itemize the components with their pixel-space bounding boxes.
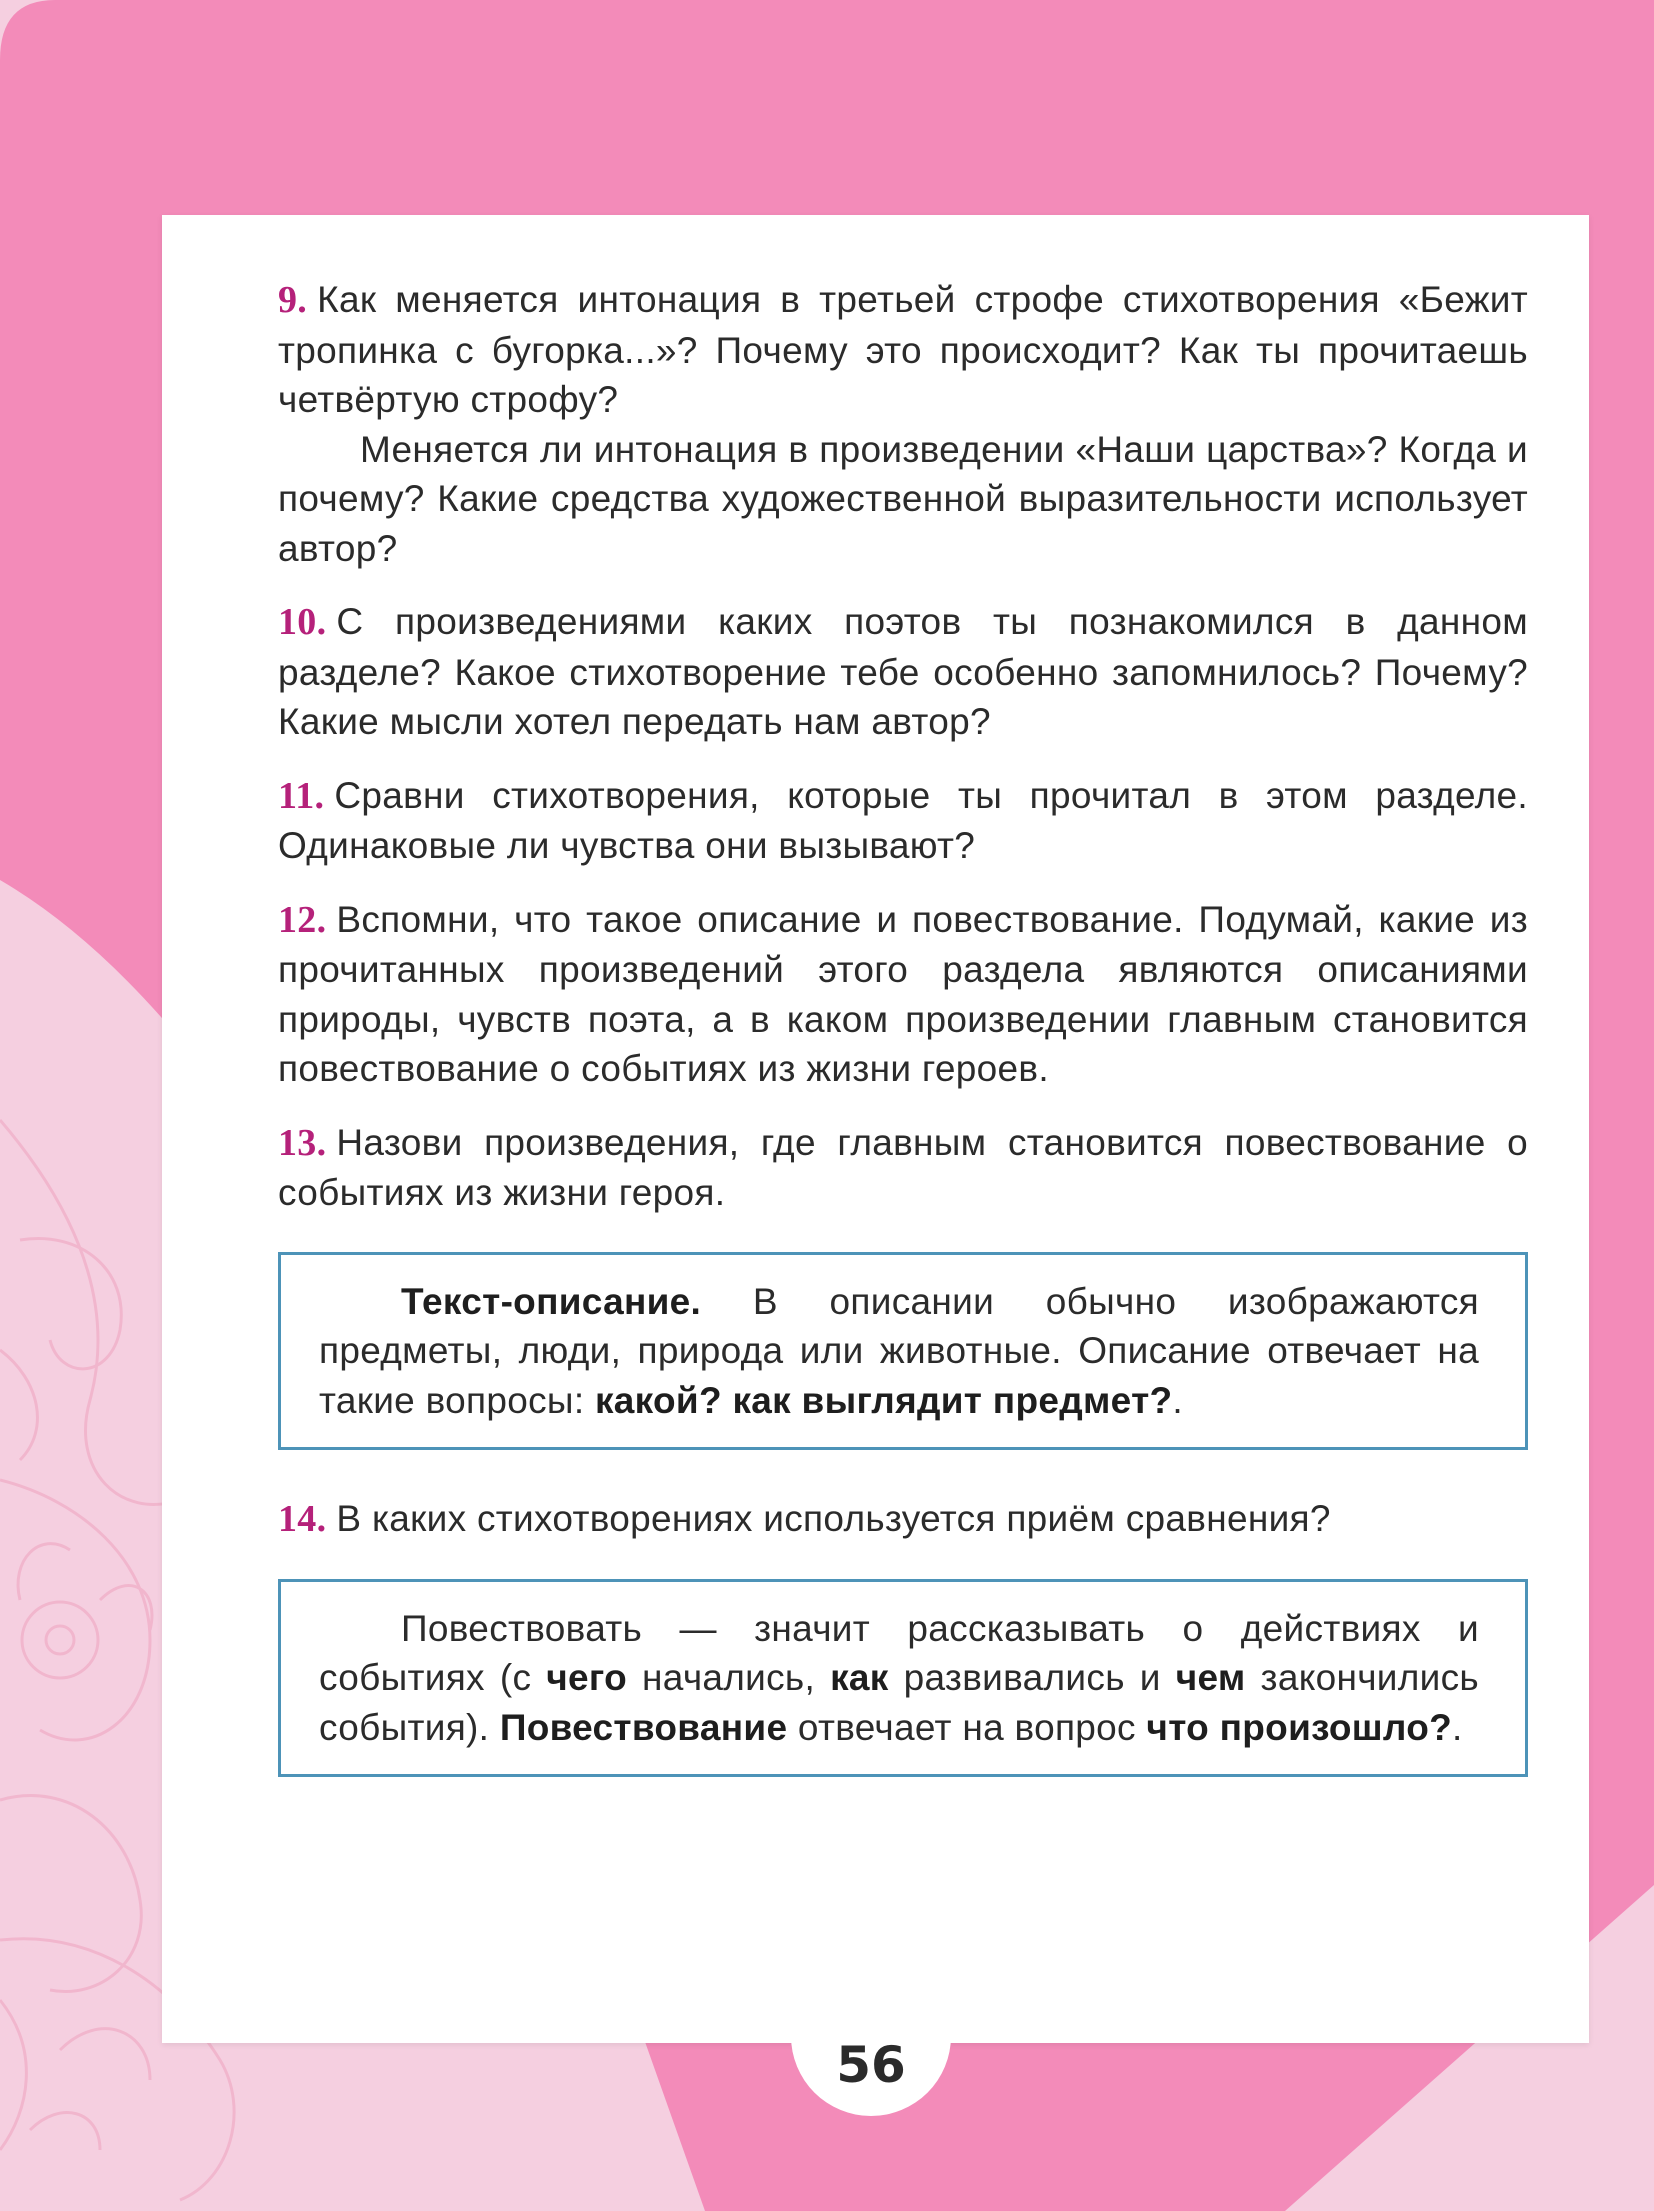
question-number: 10. [278, 601, 327, 643]
page-content [278, 275, 1528, 1821]
question-number: 13. [278, 1121, 327, 1164]
narration-definition-box [278, 1579, 1528, 1778]
term-description: Текст-описание. [401, 1280, 702, 1322]
narration-text: развивались и [888, 1657, 1176, 1698]
question-text: Меняется ли интонация в произведении «Наши царства»? Когда и почему? Какие средства художественной выразительности использует автор? [278, 428, 1528, 569]
narration-keyword: как [830, 1657, 889, 1698]
narration-text: отвечает на вопрос [787, 1706, 1147, 1748]
definition-text: В описании обычно изображаются предметы, люди, природа или животные. Описание отвечает на такие вопросы: [319, 1280, 1479, 1421]
question-number: 9. [278, 279, 308, 321]
question-number: 12. [278, 898, 327, 941]
description-definition-box [278, 1252, 1528, 1451]
question-text: С произведениями каких поэтов ты познакомился в данном разделе? Какое стихотворение тебе особенно запомнилось? Почему? Какие мысли хотел передать нам автор? [278, 601, 1528, 742]
definition-end: . [1172, 1379, 1183, 1421]
question-number: 14. [278, 1498, 327, 1540]
narration-keyword: чего [546, 1657, 628, 1698]
definition-questions: какой? как выглядит предмет? [594, 1379, 1173, 1421]
narration-text: закончились события). [319, 1657, 1479, 1748]
question-text: Как меняется интонация в третьей строфе стихотворения «Бежит тропинка с бугорка...»? Почему это происходит? Как ты прочитаешь четвёртую строфу? [278, 279, 1528, 420]
narration-end: . [1452, 1706, 1463, 1748]
question-10 [278, 597, 1528, 747]
question-text: В каких стихотворениях используется приём сравнения? [336, 1498, 1331, 1539]
question-13 [278, 1118, 1528, 1218]
question-9 [278, 275, 1528, 573]
question-11 [278, 771, 1528, 871]
term-narration: Повествование [499, 1706, 788, 1748]
narration-keyword: чем [1175, 1657, 1246, 1698]
page-number: 56 [791, 2021, 951, 2116]
question-text: Сравни стихотворения, которые ты прочитал в этом разделе. Одинаковые ли чувства они вызывают? [278, 774, 1528, 866]
narration-question: что произошло? [1146, 1706, 1453, 1748]
narration-text: Повествовать — значит рассказывать о действиях и событиях (с [319, 1607, 1479, 1698]
question-14 [278, 1494, 1528, 1545]
narration-text: начались, [627, 1657, 831, 1698]
question-text: Вспомни, что такое описание и повествование. Подумай, какие из прочитанных произведений этого раздела являются описаниями природы, чувств поэта, а в каком произведении главным становится повествование о событиях из жизни героев. [278, 898, 1528, 1089]
question-number: 11. [278, 774, 325, 817]
question-text: Назови произведения, где главным становится повествование о событиях из жизни героя. [278, 1121, 1528, 1213]
question-12 [278, 895, 1528, 1094]
